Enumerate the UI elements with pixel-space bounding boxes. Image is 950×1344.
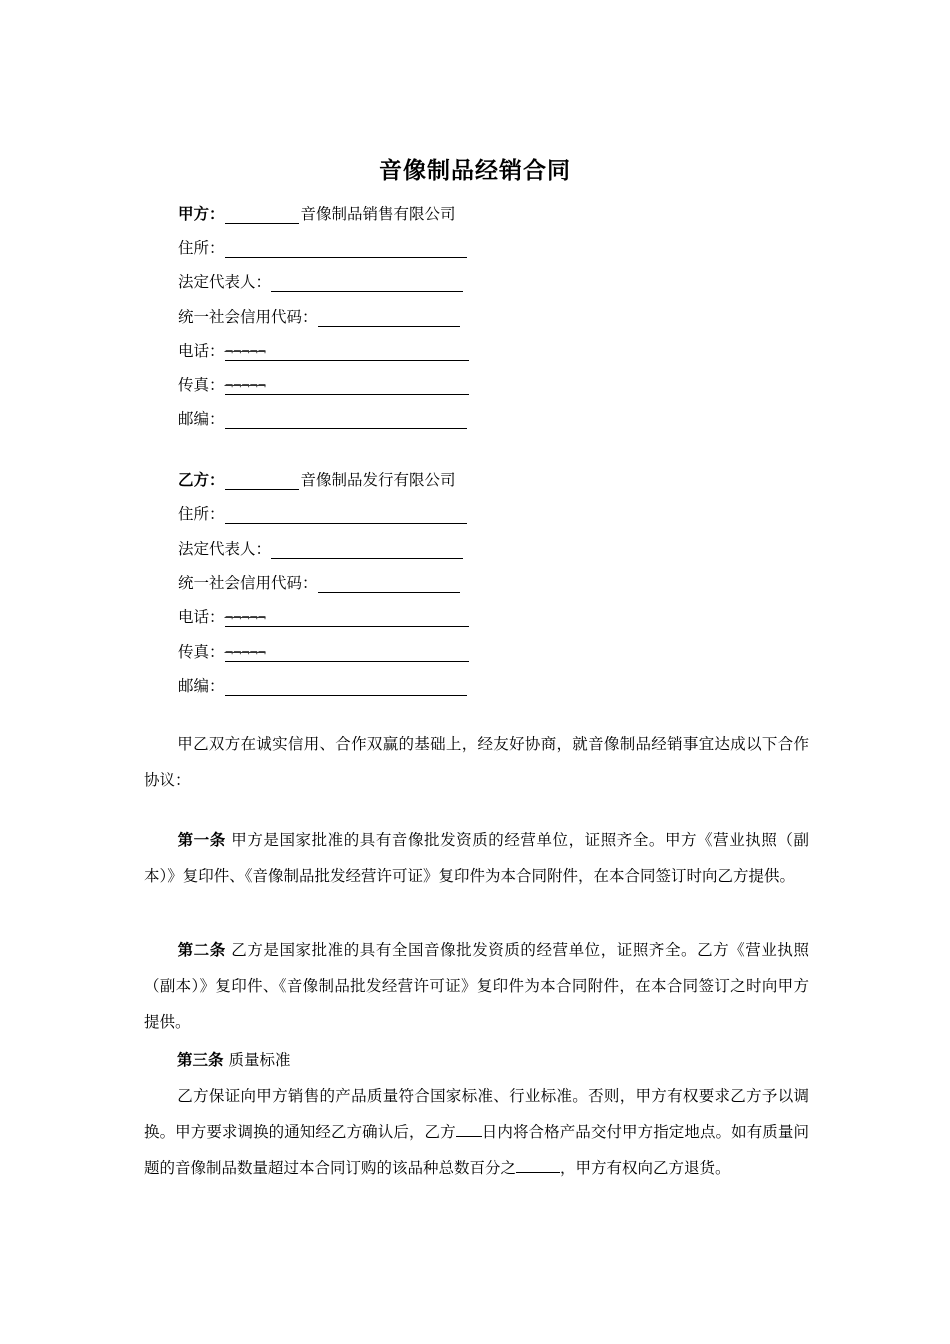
- article-2-heading: 第二条: [177, 940, 226, 959]
- party-b-label: 乙方：: [178, 470, 225, 489]
- party-a-phone-blank: [225, 342, 469, 361]
- party-a-postcode-row: [178, 405, 467, 429]
- article-1-heading: 第一条: [177, 830, 226, 849]
- article-3-percent-blank: [516, 1156, 560, 1173]
- party-a-name-row: [178, 200, 456, 224]
- party-a-credit-label: 统一社会信用代码：: [178, 308, 318, 326]
- article-3-subject: 质量标准: [223, 1051, 291, 1069]
- article-3-heading: 第三条: [177, 1050, 224, 1069]
- party-b-credit-blank: [318, 574, 460, 593]
- intro-text: 甲乙双方在诚实信用、合作双赢的基础上，经友好协商，就音像制品经销事宜达成以下合作协议：: [144, 735, 809, 789]
- party-a-phone-row: [178, 337, 469, 361]
- party-a-address-row: [178, 234, 467, 258]
- party-b-company-suffix: 音像制品发行有限公司: [300, 471, 456, 489]
- party-b-phone-label: 电话：: [178, 608, 225, 626]
- party-a-credit-row: [178, 303, 460, 327]
- article-3-text-1: 乙方保证向甲方销售的产品质量符合国家标准、行业标准。否则，甲方有权要求乙方予以调换。甲方要求调换的通知经乙方确认后，乙方: [144, 1087, 809, 1141]
- party-b-phone-blank: [225, 608, 469, 627]
- party-b-name-row: [178, 466, 456, 490]
- party-b-rep-row: [178, 535, 463, 559]
- intro-paragraph: [144, 726, 809, 798]
- party-a-address-label: 住所：: [178, 239, 225, 257]
- article-1-text: 甲方是国家批准的具有音像批发资质的经营单位，证照齐全。甲方《营业执照（副本）》复印件、《音像制品批发经营许可证》复印件为本合同附件，在本合同签订时向乙方提供。: [144, 831, 809, 885]
- party-a-rep-row: [178, 268, 463, 292]
- party-a-postcode-label: 邮编：: [178, 410, 225, 428]
- party-a-fax-value: ¬¬¬¬¬: [224, 379, 266, 392]
- party-a-phone-label: 电话：: [178, 342, 225, 360]
- article-3-heading-row: [144, 1042, 809, 1078]
- party-b-rep-label: 法定代表人：: [178, 540, 272, 558]
- party-b-credit-row: [178, 569, 460, 593]
- party-b-address-row: [178, 500, 467, 524]
- party-b-address-label: 住所：: [178, 505, 225, 523]
- party-b-fax-label: 传真：: [178, 643, 225, 661]
- party-b-fax-row: [178, 638, 469, 662]
- party-a-postcode-blank: [225, 410, 467, 429]
- party-b-fax-blank: [225, 643, 469, 662]
- party-a-rep-blank: [271, 273, 463, 292]
- party-a-credit-blank: [318, 308, 460, 327]
- article-1: [144, 822, 809, 894]
- party-b-phone-value: ¬¬¬¬¬: [224, 611, 266, 624]
- party-a-label: 甲方：: [178, 204, 225, 223]
- party-a-name-blank: [225, 205, 299, 224]
- party-b-address-blank: [225, 505, 467, 524]
- article-3-text-2: 日内将合格产品交付甲方指定地点。如有质量问题的音像制品数量超过本合同订购的该品种总数百分之: [144, 1123, 809, 1177]
- article-2: [144, 932, 809, 1040]
- party-a-rep-label: 法定代表人：: [178, 273, 272, 291]
- party-a-fax-row: [178, 371, 469, 395]
- party-a-phone-value: ¬¬¬¬¬: [224, 345, 266, 358]
- party-b-fax-value: ¬¬¬¬¬: [224, 646, 266, 659]
- article-2-text: 乙方是国家批准的具有全国音像批发资质的经营单位，证照齐全。乙方《营业执照（副本）》复印件、《音像制品批发经营许可证》复印件为本合同附件，在本合同签订之时向甲方提供。: [144, 941, 809, 1031]
- party-a-fax-blank: [225, 376, 469, 395]
- party-a-address-blank: [225, 239, 467, 258]
- article-3-text-3: ，甲方有权向乙方退货。: [560, 1159, 731, 1177]
- party-b-postcode-label: 邮编：: [178, 677, 225, 695]
- party-b-credit-label: 统一社会信用代码：: [178, 574, 318, 592]
- contract-title: 音像制品经销合同: [379, 158, 571, 184]
- party-a-company-suffix: 音像制品销售有限公司: [300, 205, 456, 223]
- article-3-body: [144, 1078, 809, 1186]
- party-b-postcode-blank: [225, 677, 467, 696]
- party-b-rep-blank: [271, 540, 463, 559]
- party-b-phone-row: [178, 603, 469, 627]
- article-3-days-blank: [456, 1120, 482, 1137]
- party-a-fax-label: 传真：: [178, 376, 225, 394]
- party-b-name-blank: [225, 471, 299, 490]
- party-b-postcode-row: [178, 672, 467, 696]
